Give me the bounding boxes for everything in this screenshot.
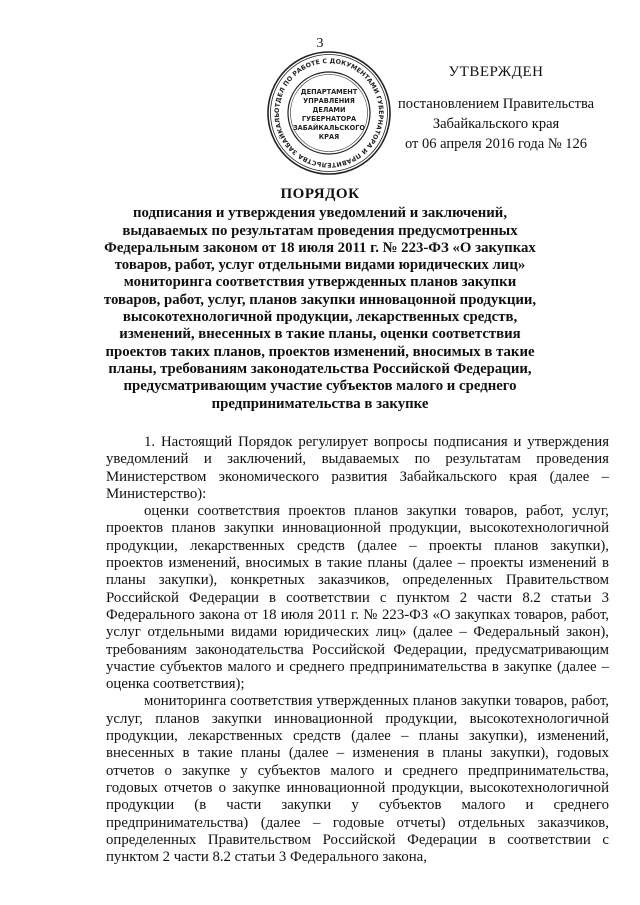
title-heading: ПОРЯДОК [280,186,360,202]
seal-center-line: КРАЯ [318,133,340,141]
document-body [106,434,609,866]
seal-center-line: ДЕЛАМИ [312,106,346,114]
approval-line: Забайкальского края [432,116,560,132]
body-paragraph: мониторинга соответствия утвержденных планов закупки товаров, работ, услуг, планов закупки инновационной продукции, высокотехнологичной продукции, лекарственных средств (далее – планы закупки), изменений, внесенных в такие планы (далее – изменения в планы закупки), годовых отчетов о закупке у субъектов малого и среднего предпринимательства, годовых отчетов о закупке инновационной продукции, высокотехнологичной продукции (в части закупки у субъектов малого и среднего предпринимательства) (далее – годовые отчеты) отдельных заказчиков, определенных Правительством Российской Федерации в соответствии с пунктом 2 части 8.2 статьи 3 Федерального закона, [106,693,609,866]
seal-center-line: ЗАБАЙКАЛЬСКОГО [292,124,366,132]
title-text: подписания и утверждения уведомлений и заключений, выдаваемых по результатам проведения предусмотренных Федеральным законом от 18 июля 2011 г. № 223-ФЗ «О закупках товаров, работ, услуг отдельными видами юридических лиц» мониторинга соответствия утвержденных планов закупки товаров, работ, услуг, планов закупки инновацонной продукции, высокотехнологичной продукции, лекарственных средств, изменений, внесенных в такие планы, оценки соответствия проектов таких планов, проектов изменений, вносимых в такие планы, требованиям законодательства Российской Федерации, предусматривающим участие субъектов малого и среднего предпринимательства в закупке [103,205,537,412]
seal-center-line: ГУБЕРНАТОРА [301,115,357,123]
seal-center-line: УПРАВЛЕНИЯ [303,97,355,105]
approval-line: постановлением Правительства [397,96,595,112]
seal-center-line: ДЕПАРТАМЕНТ [300,88,358,96]
document-title [100,186,540,413]
approval-block [388,62,604,154]
approval-heading: УТВЕРЖДЕН [448,64,544,80]
body-paragraph: оценки соответствия проектов планов закупки товаров, работ, услуг, проектов планов закупки инновационной продукции, высокотехнологичной продукции, лекарственных средств (далее – проекты планов закупки), проектов изменений, вносимых в такие планы (далее – проекты изменений в планы закупки), конкретных заказчиков, определенных Правительством Российской Федерации в соответствии с пунктом 2 части 8.2 статьи 3 Федерального закона от 18 июля 2011 г. № 223-ФЗ «О закупках товаров, работ, услуг отдельными видами юридических лиц» (далее – Федеральный закон), требованиям законодательства Российской Федерации, предусматривающим участие субъектов малого и среднего предпринимательства в закупке (далее – оценка соответствия); [106,503,609,693]
official-seal [266,50,392,176]
seal-ring-text: ОТДЕЛ ПО РАБОТЕ С ДОКУМЕНТАМИ ГУБЕРНАТОРА И ПРАВИТЕЛЬСТВА ЗАБАЙКАЛЬ [273,57,385,169]
approval-line: от 06 апреля 2016 года № 126 [404,136,588,152]
body-paragraph: 1. Настоящий Порядок регулирует вопросы подписания и утверждения уведомлений и заключений, выдаваемых по результатам проведения Министерством экономического развития Забайкальского края (далее – Министерство): [106,434,609,502]
page-number: 3 [316,36,324,51]
